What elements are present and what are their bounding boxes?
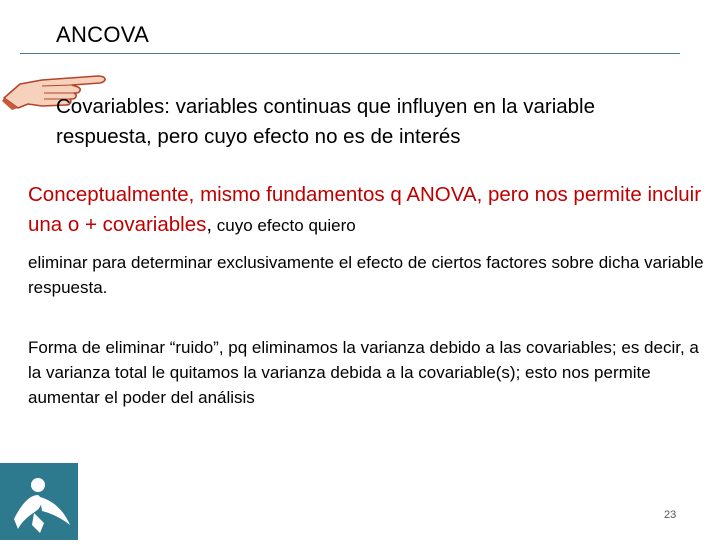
concept-tail: cuyo efecto quiero <box>212 216 356 235</box>
slide-title: ANCOVA <box>56 22 150 47</box>
page-number: 23 <box>664 509 677 521</box>
title-divider <box>20 53 680 54</box>
noise-paragraph: Forma de eliminar “ruido”, pq eliminamos la varianza debido a las covariables; es decir, a la varianza total le quitamos la varianza debida a la covariable(s); esto nos permite aumentar el poder del análisis <box>28 338 699 407</box>
institution-logo-icon <box>0 463 78 540</box>
concept-comma: , <box>206 213 213 236</box>
concept-continuation: eliminar para determinar exclusivamente el efecto de ciertos factores sobre dicha variable respuesta. <box>28 253 704 297</box>
covariables-bullet: Covariables: variables continuas que influyen en la variable respuesta, pero cuyo efecto no es de interés <box>56 95 596 148</box>
concept-paragraph <box>28 180 708 241</box>
concept-highlight: Conceptualmente, mismo fundamentos q ANOVA, pero nos permite incluir una o + covariables <box>28 183 702 236</box>
